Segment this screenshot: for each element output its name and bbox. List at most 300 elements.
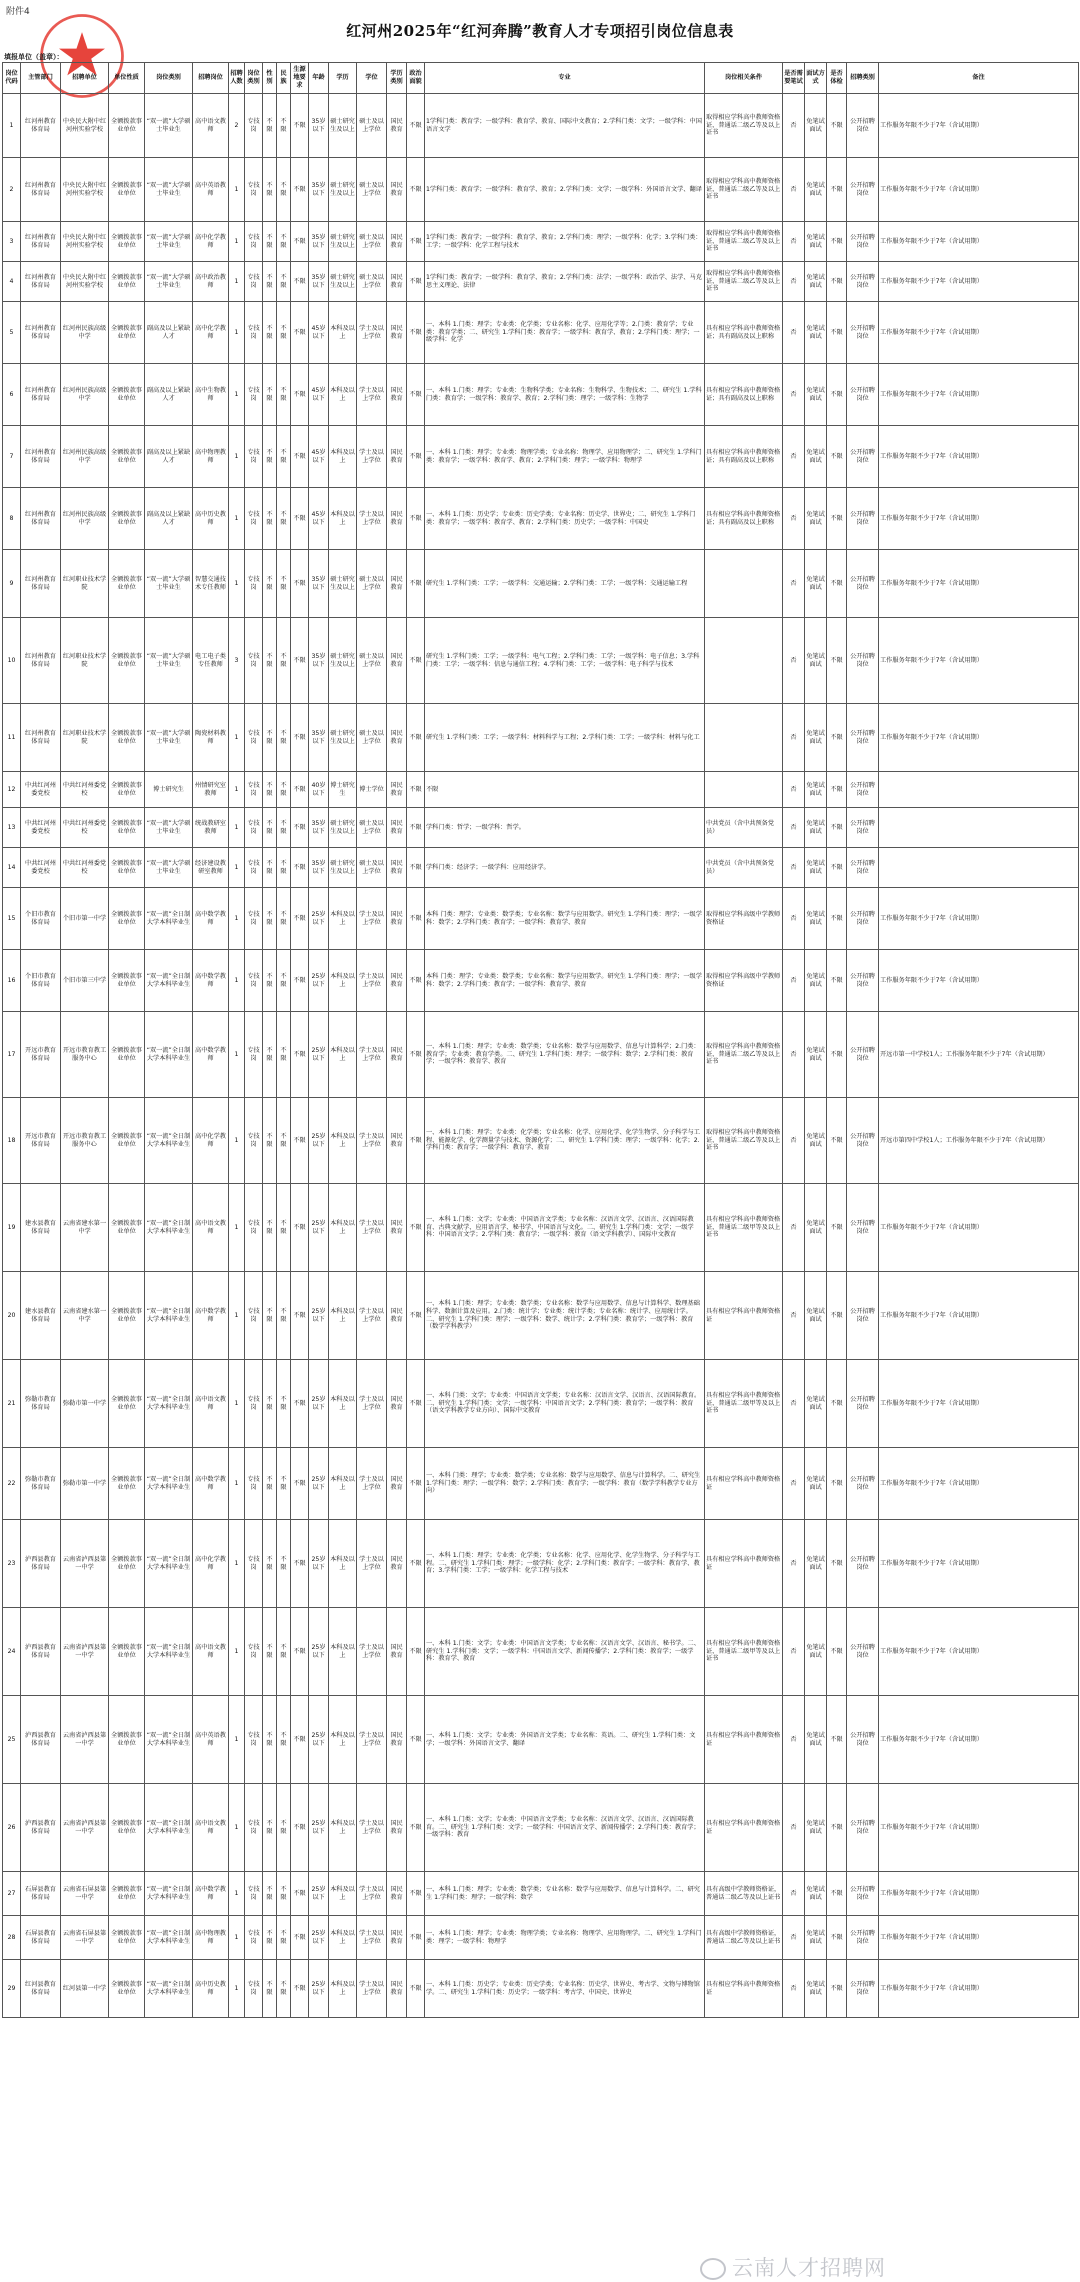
- cell-kind: 专技岗: [245, 1696, 263, 1784]
- cell-unit: 红河职业技术学院: [61, 704, 109, 772]
- cell-cat: 副高及以上紧缺人才: [145, 488, 193, 550]
- column-header: 生源地要求: [291, 63, 309, 94]
- cell-degree: 学士及以上学位: [357, 1872, 387, 1916]
- column-header: 单位性质: [109, 63, 145, 94]
- cell-remark: 开远市第一中学校1人；工作服务年限不少于7年（含试用期）: [879, 1012, 1079, 1098]
- cell-code: 4: [3, 262, 21, 302]
- cell-cat: “双一流”全日制大学本科毕业生: [145, 1098, 193, 1184]
- cell-post: 陶瓷材料教师: [193, 704, 229, 772]
- cell-politics: 不限: [407, 302, 425, 364]
- cell-dept: 红河县教育体育局: [21, 1960, 61, 2018]
- cell-etype: 国民教育: [387, 222, 407, 262]
- cell-code: 28: [3, 1916, 21, 1960]
- cell-ethnic: 不限: [277, 1098, 291, 1184]
- cell-exam: 否: [783, 1784, 805, 1872]
- cell-kind: 专技岗: [245, 1960, 263, 2018]
- cell-kind: 专技岗: [245, 1098, 263, 1184]
- cell-interview: 免笔试面试: [805, 618, 827, 704]
- cell-age: 35岁以下: [309, 618, 329, 704]
- cell-age: 35岁以下: [309, 704, 329, 772]
- cell-post: 高中政治教师: [193, 262, 229, 302]
- cell-major: 一、本科 1.门类：文学；专业类：中国语言文学类；专业名称：汉语言文学、汉语言、汉语国际教育、古典文献学、应用语言学、秘书学、中国语言与文化。二、研究生 1.学科门类：文学；一级学科：中国语言文学；2.学科门类：教育学；一级学科：教育（语文学科教学）、国际中文教育: [425, 1184, 705, 1272]
- cell-kind: 专技岗: [245, 550, 263, 618]
- cell-exam: 否: [783, 848, 805, 888]
- cell-politics: 不限: [407, 772, 425, 808]
- cell-nature: 全额拨款事业单位: [109, 1608, 145, 1696]
- cell-politics: 不限: [407, 1784, 425, 1872]
- cell-unit: 中共红河州委党校: [61, 772, 109, 808]
- cell-age: 45岁以下: [309, 488, 329, 550]
- cell-num: 1: [229, 1872, 245, 1916]
- column-header: 是否体检: [827, 63, 847, 94]
- cell-nature: 全额拨款事业单位: [109, 1184, 145, 1272]
- cell-etype: 国民教育: [387, 704, 407, 772]
- cell-politics: 不限: [407, 550, 425, 618]
- cell-check: 不限: [827, 1608, 847, 1696]
- cell-other: [705, 772, 783, 808]
- cell-interview: 免笔试面试: [805, 950, 827, 1012]
- cell-interview: 免笔试面试: [805, 1098, 827, 1184]
- cell-degree: 学士及以上学位: [357, 1784, 387, 1872]
- cell-dept: 红河州教育体育局: [21, 262, 61, 302]
- cell-num: 1: [229, 550, 245, 618]
- cell-edu: 本科及以上: [329, 302, 357, 364]
- table-row: [3, 808, 1079, 848]
- cell-dept: 红河州教育体育局: [21, 488, 61, 550]
- cell-kind: 专技岗: [245, 888, 263, 950]
- cell-nature: 全额拨款事业单位: [109, 222, 145, 262]
- cell-other: 具有相应学科高中教师资格证；具有副高及以上职称: [705, 302, 783, 364]
- cell-check: 不限: [827, 302, 847, 364]
- cell-kind2: 公开招聘岗位: [847, 1916, 879, 1960]
- cell-edu: 硕士研究生及以上: [329, 222, 357, 262]
- cell-other: 具有相应学科高中教师资格证: [705, 1448, 783, 1520]
- cell-other: 中共党员（含中共预备党员）: [705, 808, 783, 848]
- cell-other: 取得相应学科高中教师资格证，普通话二级乙等及以上证书: [705, 1012, 783, 1098]
- cell-interview: 免笔试面试: [805, 1872, 827, 1916]
- cell-post: 电工电子类专任教师: [193, 618, 229, 704]
- cell-exam: 否: [783, 618, 805, 704]
- cell-unit: 红河职业技术学院: [61, 550, 109, 618]
- cell-nature: 全额拨款事业单位: [109, 158, 145, 222]
- cell-origin: 不限: [291, 1098, 309, 1184]
- cell-code: 24: [3, 1608, 21, 1696]
- cell-sex: 不限: [263, 1098, 277, 1184]
- cell-post: 高中语文教师: [193, 1784, 229, 1872]
- cell-origin: 不限: [291, 1448, 309, 1520]
- cell-origin: 不限: [291, 888, 309, 950]
- cell-post: 高中化学教师: [193, 1098, 229, 1184]
- cell-sex: 不限: [263, 1960, 277, 2018]
- cell-interview: 免笔试面试: [805, 1784, 827, 1872]
- cell-etype: 国民教育: [387, 262, 407, 302]
- cell-num: 1: [229, 704, 245, 772]
- cell-etype: 国民教育: [387, 488, 407, 550]
- cell-unit: 云南省泸西县第一中学: [61, 1784, 109, 1872]
- cell-interview: 免笔试面试: [805, 808, 827, 848]
- cell-edu: 本科及以上: [329, 1872, 357, 1916]
- cell-dept: 红河州教育体育局: [21, 426, 61, 488]
- table-row: [3, 1012, 1079, 1098]
- cell-check: 不限: [827, 1448, 847, 1520]
- cell-interview: 免笔试面试: [805, 888, 827, 950]
- cell-unit: 云南省泸西县第一中学: [61, 1520, 109, 1608]
- cell-remark: [879, 772, 1079, 808]
- cell-edu: 本科及以上: [329, 488, 357, 550]
- cell-sex: 不限: [263, 1012, 277, 1098]
- cell-etype: 国民教育: [387, 618, 407, 704]
- cell-interview: 免笔试面试: [805, 426, 827, 488]
- cell-num: 1: [229, 1960, 245, 2018]
- cell-code: 17: [3, 1012, 21, 1098]
- cell-sex: 不限: [263, 1608, 277, 1696]
- cell-origin: 不限: [291, 1012, 309, 1098]
- cell-sex: 不限: [263, 1272, 277, 1360]
- column-header: 专业: [425, 63, 705, 94]
- cell-sex: 不限: [263, 888, 277, 950]
- cell-age: 35岁以下: [309, 262, 329, 302]
- cell-check: 不限: [827, 1784, 847, 1872]
- cell-age: 25岁以下: [309, 1184, 329, 1272]
- cell-exam: 否: [783, 950, 805, 1012]
- cell-dept: 开远市教育体育局: [21, 1012, 61, 1098]
- cell-kind: 专技岗: [245, 1448, 263, 1520]
- cell-sex: 不限: [263, 1696, 277, 1784]
- cell-cat: “双一流”全日制大学本科毕业生: [145, 1872, 193, 1916]
- cell-remark: [879, 808, 1079, 848]
- cell-exam: 否: [783, 1960, 805, 2018]
- cell-num: 3: [229, 618, 245, 704]
- cell-interview: 免笔试面试: [805, 1012, 827, 1098]
- cell-num: 1: [229, 1696, 245, 1784]
- cell-edu: 硕士研究生及以上: [329, 704, 357, 772]
- cell-interview: 免笔试面试: [805, 550, 827, 618]
- cell-check: 不限: [827, 618, 847, 704]
- cell-edu: 本科及以上: [329, 1916, 357, 1960]
- cell-age: 45岁以下: [309, 302, 329, 364]
- cell-major: 学科门类：哲学；一级学科：哲学。: [425, 808, 705, 848]
- cell-age: 25岁以下: [309, 1784, 329, 1872]
- cell-check: 不限: [827, 772, 847, 808]
- cell-check: 不限: [827, 888, 847, 950]
- cell-nature: 全额拨款事业单位: [109, 704, 145, 772]
- cell-kind2: 公开招聘岗位: [847, 1872, 879, 1916]
- cell-nature: 全额拨款事业单位: [109, 1520, 145, 1608]
- cell-sex: 不限: [263, 158, 277, 222]
- cell-origin: 不限: [291, 704, 309, 772]
- cell-other: 取得相应学科高级中学教师资格证: [705, 888, 783, 950]
- cell-kind2: 公开招聘岗位: [847, 618, 879, 704]
- cell-unit: 弥勒市第一中学: [61, 1360, 109, 1448]
- cell-interview: 免笔试面试: [805, 772, 827, 808]
- cell-remark: 工作服务年限不少于7年（含试用期）: [879, 1608, 1079, 1696]
- cell-age: 25岁以下: [309, 1916, 329, 1960]
- cell-kind: 专技岗: [245, 772, 263, 808]
- cell-major: 一、本科 1.门类：文学；专业类：中国语言文学类；专业名称：汉语言文学、汉语言、汉语国际教育。二、研究生 1.学科门类：文学；一级学科：中国语言文学、新闻传播学；2.学科门类：教育学；一级学科：教育: [425, 1784, 705, 1872]
- cell-exam: 否: [783, 772, 805, 808]
- cell-remark: 工作服务年限不少于7年（含试用期）: [879, 1272, 1079, 1360]
- table-row: [3, 1784, 1079, 1872]
- cell-politics: 不限: [407, 1360, 425, 1448]
- cell-dept: 红河州教育体育局: [21, 94, 61, 158]
- cell-politics: 不限: [407, 1960, 425, 2018]
- column-header: 主管部门: [21, 63, 61, 94]
- cell-cat: “双一流”全日制大学本科毕业生: [145, 1360, 193, 1448]
- cell-kind: 专技岗: [245, 1012, 263, 1098]
- cell-cat: 副高及以上紧缺人才: [145, 364, 193, 426]
- cell-ethnic: 不限: [277, 364, 291, 426]
- cell-interview: 免笔试面试: [805, 1360, 827, 1448]
- cell-check: 不限: [827, 550, 847, 618]
- cell-origin: 不限: [291, 364, 309, 426]
- table-row: [3, 888, 1079, 950]
- filling-unit-label: 填报单位（盖章）：: [4, 53, 64, 61]
- cell-major: 1学科门类：教育学；一级学科：教育学、教育、国际中文教育；2.学科门类：文学；一级学科：中国语言文学: [425, 94, 705, 158]
- table-row: [3, 1696, 1079, 1784]
- cell-etype: 国民教育: [387, 1872, 407, 1916]
- cell-code: 7: [3, 426, 21, 488]
- cell-remark: 工作服务年限不少于7年（含试用期）: [879, 94, 1079, 158]
- cell-age: 25岁以下: [309, 950, 329, 1012]
- cell-other: 具有相应学科高中教师资格证；具有副高及以上职称: [705, 488, 783, 550]
- cell-degree: 学士及以上学位: [357, 1608, 387, 1696]
- cell-cat: “双一流”大学硕士毕业生: [145, 262, 193, 302]
- cell-remark: 工作服务年限不少于7年（含试用期）: [879, 1520, 1079, 1608]
- cell-edu: 本科及以上: [329, 364, 357, 426]
- cell-politics: 不限: [407, 1012, 425, 1098]
- cell-etype: 国民教育: [387, 302, 407, 364]
- table-row: [3, 1098, 1079, 1184]
- cell-major: 一、本科 1.门类：理学；专业类：物理学类；专业名称：物理学、应用物理学；二、研究生 1.学科门类：教育学；一级学科：教育学、教育；2.学科门类：理学；一级学科：物理学: [425, 426, 705, 488]
- cell-code: 10: [3, 618, 21, 704]
- cell-politics: 不限: [407, 426, 425, 488]
- cell-origin: 不限: [291, 848, 309, 888]
- cell-remark: 工作服务年限不少于7年（含试用期）: [879, 1448, 1079, 1520]
- cell-other: 中共党员（含中共预备党员）: [705, 848, 783, 888]
- cell-check: 不限: [827, 1696, 847, 1784]
- cell-age: 25岁以下: [309, 1872, 329, 1916]
- cell-other: 具有相应学科高中教师资格证: [705, 1520, 783, 1608]
- cell-ethnic: 不限: [277, 1960, 291, 2018]
- cell-major: 1学科门类：教育学；一级学科：教育学、教育；2.学科门类：理学；一级学科：化学；3.学科门类：工学；一级学科：化学工程与技术: [425, 222, 705, 262]
- cell-cat: “双一流”全日制大学本科毕业生: [145, 1916, 193, 1960]
- cell-exam: 否: [783, 364, 805, 426]
- cell-degree: 学士及以上学位: [357, 426, 387, 488]
- cell-ethnic: 不限: [277, 1608, 291, 1696]
- cell-origin: 不限: [291, 772, 309, 808]
- cell-cat: “双一流”大学硕士毕业生: [145, 222, 193, 262]
- cell-sex: 不限: [263, 950, 277, 1012]
- cell-kind: 专技岗: [245, 1520, 263, 1608]
- cell-etype: 国民教育: [387, 94, 407, 158]
- cell-num: 1: [229, 426, 245, 488]
- cell-remark: 工作服务年限不少于7年（含试用期）: [879, 1696, 1079, 1784]
- cell-post: 高中语文教师: [193, 1608, 229, 1696]
- cell-ethnic: 不限: [277, 888, 291, 950]
- cell-kind: 专技岗: [245, 808, 263, 848]
- cell-kind2: 公开招聘岗位: [847, 848, 879, 888]
- table-row: [3, 772, 1079, 808]
- cell-unit: 个旧市第三中学: [61, 950, 109, 1012]
- cell-exam: 否: [783, 1872, 805, 1916]
- cell-post: 高中历史教师: [193, 488, 229, 550]
- cell-kind2: 公开招聘岗位: [847, 94, 879, 158]
- cell-edu: 硕士研究生及以上: [329, 94, 357, 158]
- cell-num: 1: [229, 1012, 245, 1098]
- cell-politics: 不限: [407, 808, 425, 848]
- cell-major: 研究生 1.学科门类：工学；一级学科：材料科学与工程；2.学科门类：工学；一级学科：材料与化工: [425, 704, 705, 772]
- cell-exam: 否: [783, 1696, 805, 1784]
- cell-interview: 免笔试面试: [805, 1184, 827, 1272]
- cell-origin: 不限: [291, 618, 309, 704]
- cell-origin: 不限: [291, 1272, 309, 1360]
- cell-num: 1: [229, 1520, 245, 1608]
- cell-other: 取得相应学科高中教师资格证，普通话二级乙等及以上证书: [705, 222, 783, 262]
- cell-code: 23: [3, 1520, 21, 1608]
- cell-kind: 专技岗: [245, 364, 263, 426]
- cell-num: 1: [229, 848, 245, 888]
- cell-num: 1: [229, 262, 245, 302]
- cell-unit: 中央民大附中红河州实验学校: [61, 94, 109, 158]
- cell-check: 不限: [827, 488, 847, 550]
- column-header: 招聘单位: [61, 63, 109, 94]
- cell-kind2: 公开招聘岗位: [847, 1448, 879, 1520]
- cell-nature: 全额拨款事业单位: [109, 302, 145, 364]
- cell-degree: 硕士及以上学位: [357, 704, 387, 772]
- cell-cat: “双一流”大学硕士毕业生: [145, 158, 193, 222]
- cell-nature: 全额拨款事业单位: [109, 1448, 145, 1520]
- cell-nature: 全额拨款事业单位: [109, 1872, 145, 1916]
- cell-degree: 学士及以上学位: [357, 888, 387, 950]
- cell-etype: 国民教育: [387, 1960, 407, 2018]
- cell-interview: 免笔试面试: [805, 1696, 827, 1784]
- table-row: [3, 1608, 1079, 1696]
- cell-etype: 国民教育: [387, 426, 407, 488]
- column-header: 备注: [879, 63, 1079, 94]
- cell-edu: 本科及以上: [329, 1098, 357, 1184]
- cell-age: 25岁以下: [309, 888, 329, 950]
- cell-unit: 中央民大附中红河州实验学校: [61, 262, 109, 302]
- cell-other: 取得相应学科高中教师资格证，普通话二级乙等及以上证书: [705, 262, 783, 302]
- cell-etype: 国民教育: [387, 550, 407, 618]
- cell-unit: 开远市教育教工服务中心: [61, 1012, 109, 1098]
- cell-num: 1: [229, 158, 245, 222]
- column-header: 岗位相关条件: [705, 63, 783, 94]
- cell-check: 不限: [827, 222, 847, 262]
- cell-nature: 全额拨款事业单位: [109, 1784, 145, 1872]
- cell-cat: 副高及以上紧缺人才: [145, 302, 193, 364]
- cell-edu: 硕士研究生及以上: [329, 262, 357, 302]
- cell-politics: 不限: [407, 704, 425, 772]
- watermark-text: 云南人才招聘网: [732, 2256, 886, 2280]
- cell-num: 1: [229, 1784, 245, 1872]
- column-header: 招聘人数: [229, 63, 245, 94]
- cell-sex: 不限: [263, 1184, 277, 1272]
- cell-exam: 否: [783, 262, 805, 302]
- cell-check: 不限: [827, 364, 847, 426]
- cell-kind2: 公开招聘岗位: [847, 888, 879, 950]
- cell-ethnic: 不限: [277, 1272, 291, 1360]
- cell-remark: 工作服务年限不少于7年（含试用期）: [879, 158, 1079, 222]
- table-row: [3, 1872, 1079, 1916]
- cell-unit: 红河州民族高级中学: [61, 302, 109, 364]
- cell-sex: 不限: [263, 302, 277, 364]
- cell-check: 不限: [827, 426, 847, 488]
- cell-sex: 不限: [263, 1448, 277, 1520]
- cell-unit: 红河职业技术学院: [61, 618, 109, 704]
- cell-degree: 硕士及以上学位: [357, 158, 387, 222]
- cell-check: 不限: [827, 1916, 847, 1960]
- cell-kind2: 公开招聘岗位: [847, 1012, 879, 1098]
- cell-interview: 免笔试面试: [805, 1448, 827, 1520]
- cell-code: 5: [3, 302, 21, 364]
- cell-edu: 本科及以上: [329, 1960, 357, 2018]
- table-header-row: [3, 63, 1079, 94]
- cell-dept: 红河州教育体育局: [21, 158, 61, 222]
- cell-sex: 不限: [263, 550, 277, 618]
- cell-edu: 本科及以上: [329, 1448, 357, 1520]
- cell-post: 高中语文教师: [193, 1360, 229, 1448]
- cell-age: 45岁以下: [309, 426, 329, 488]
- cell-degree: 学士及以上学位: [357, 302, 387, 364]
- cell-unit: 云南省石屏县第一中学: [61, 1916, 109, 1960]
- cell-etype: 国民教育: [387, 772, 407, 808]
- cell-edu: 本科及以上: [329, 1696, 357, 1784]
- cell-major: 一、本科 1.门类：历史学；专业类：历史学类；专业名称：历史学、世界史、考古学、文物与博物馆学。二、研究生 1.学科门类：历史学；一级学科：考古学、中国史、世界史: [425, 1960, 705, 2018]
- cell-sex: 不限: [263, 808, 277, 848]
- cell-num: 1: [229, 1184, 245, 1272]
- cell-nature: 全额拨款事业单位: [109, 1012, 145, 1098]
- cell-code: 26: [3, 1784, 21, 1872]
- cell-exam: 否: [783, 158, 805, 222]
- cell-check: 不限: [827, 1960, 847, 2018]
- cell-major: 一、本科 1.门类：文学；专业类：外国语言文学类；专业名称：英语。二、研究生 1.学科门类：文学；一级学科：外国语言文学、翻译: [425, 1696, 705, 1784]
- cell-exam: 否: [783, 704, 805, 772]
- cell-degree: 学士及以上学位: [357, 488, 387, 550]
- cell-kind2: 公开招聘岗位: [847, 1608, 879, 1696]
- cell-degree: 学士及以上学位: [357, 1012, 387, 1098]
- cell-dept: 红河州教育体育局: [21, 222, 61, 262]
- cell-etype: 国民教育: [387, 1448, 407, 1520]
- cell-edu: 本科及以上: [329, 1608, 357, 1696]
- cell-exam: 否: [783, 550, 805, 618]
- cell-code: 21: [3, 1360, 21, 1448]
- cell-unit: 红河县第一中学: [61, 1960, 109, 2018]
- cell-ethnic: 不限: [277, 302, 291, 364]
- cell-post: 经济建设教研室教师: [193, 848, 229, 888]
- cell-other: 具有相应学科高中教师资格证，普通话二级甲等及以上证书: [705, 1360, 783, 1448]
- attachment-label: 附件4: [6, 7, 30, 17]
- cell-remark: 工作服务年限不少于7年（含试用期）: [879, 426, 1079, 488]
- cell-age: 35岁以下: [309, 848, 329, 888]
- cell-etype: 国民教育: [387, 1520, 407, 1608]
- cell-kind: 专技岗: [245, 262, 263, 302]
- table-row: [3, 488, 1079, 550]
- cell-ethnic: 不限: [277, 222, 291, 262]
- cell-degree: 学士及以上学位: [357, 364, 387, 426]
- cell-politics: 不限: [407, 1184, 425, 1272]
- cell-code: 12: [3, 772, 21, 808]
- cell-edu: 本科及以上: [329, 1272, 357, 1360]
- cell-other: 具有高级中学教师资格证，普通话二级乙等及以上证书: [705, 1916, 783, 1960]
- cell-kind2: 公开招聘岗位: [847, 772, 879, 808]
- cell-sex: 不限: [263, 1872, 277, 1916]
- cell-cat: “双一流”大学硕士毕业生: [145, 704, 193, 772]
- cell-major: 研究生 1.学科门类：工学；一级学科：电气工程；2.学科门类：工学；一级学科：电子信息；3.学科门类：工学；一级学科：信息与通信工程；4.学科门类：工学；一级学科：电子科学与技术: [425, 618, 705, 704]
- cell-cat: “双一流”全日制大学本科毕业生: [145, 1784, 193, 1872]
- cell-ethnic: 不限: [277, 1696, 291, 1784]
- cell-degree: 学士及以上学位: [357, 1448, 387, 1520]
